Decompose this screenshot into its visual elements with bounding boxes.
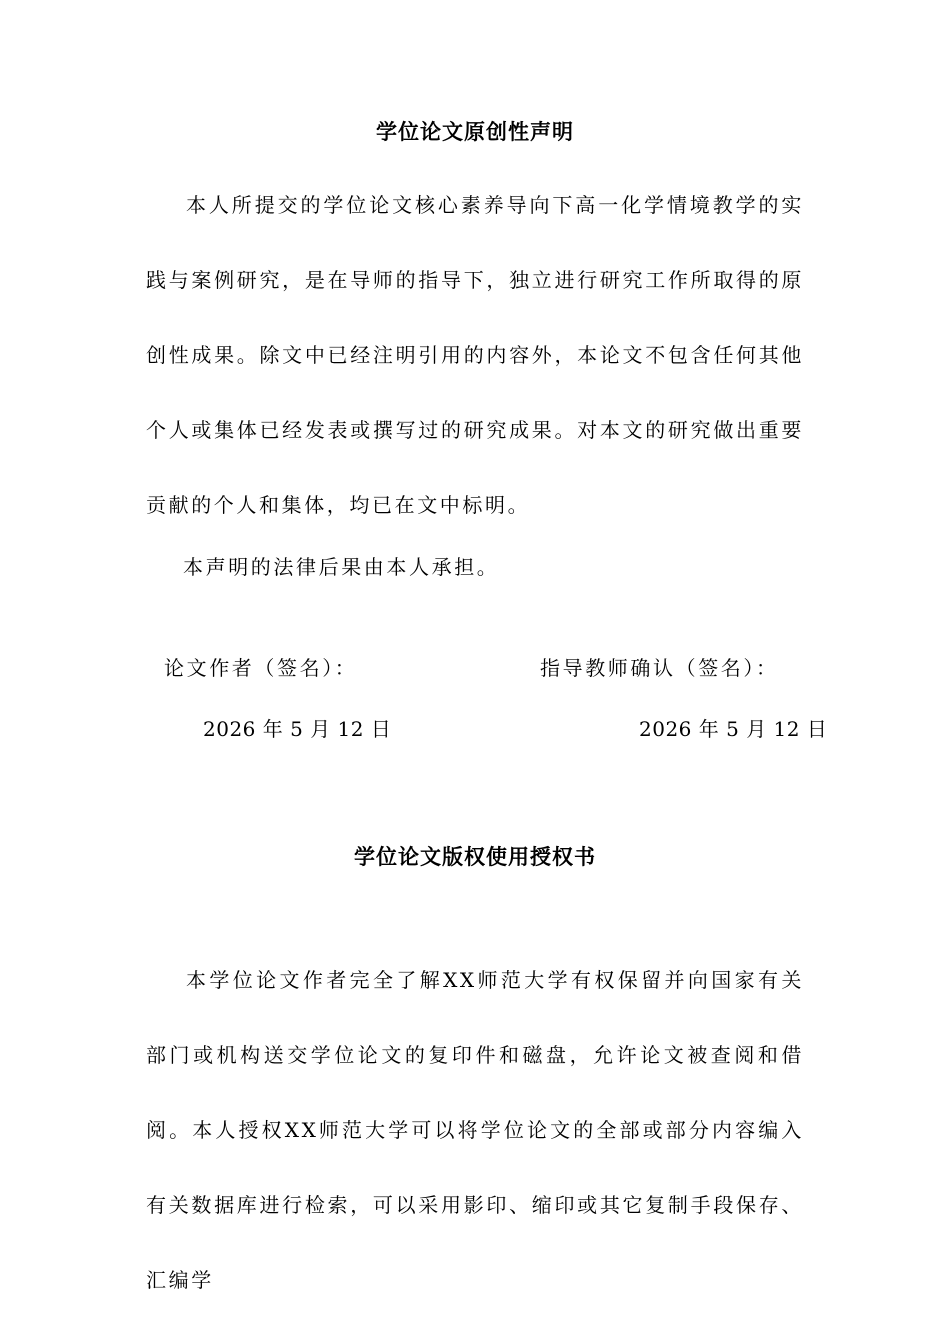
advisor-signature-label: 指导教师确认（签名）： [540, 656, 779, 680]
declaration-body: 本人所提交的学位论文核心素养导向下高一化学情境教学的实践与案例研究，是在导师的指导下，独立进行研究工作所取得的原创性成果。除文中已经注明引用的内容外，本论文不包含任何其他个人或集体已经发表或撰写过的研究成果。对本文的研究做出重要贡献的个人和集体，均已在文中标明。 [146, 193, 804, 517]
author-signature-label: 论文作者（签名）： [164, 656, 358, 680]
declaration-title: 学位论文原创性声明 [376, 120, 574, 144]
author-signature-date: 2026 年 5 月 12 日 [203, 717, 392, 741]
declaration-legal-statement: 本声明的法律后果由本人承担。 [183, 555, 500, 579]
authorization-title: 学位论文版权使用授权书 [354, 845, 596, 869]
authorization-body: 本学位论文作者完全了解XX师范大学有权保留并向国家有关部门或机构送交学位论文的复印件和磁盘，允许论文被查阅和借阅。本人授权XX师范大学可以将学位论文的全部或部分内容编入有关数据库进行检索，可以采用影印、缩印或其它复制手段保存、汇编学 [146, 968, 804, 1292]
advisor-signature-date: 2026 年 5 月 12 日 [639, 717, 828, 741]
